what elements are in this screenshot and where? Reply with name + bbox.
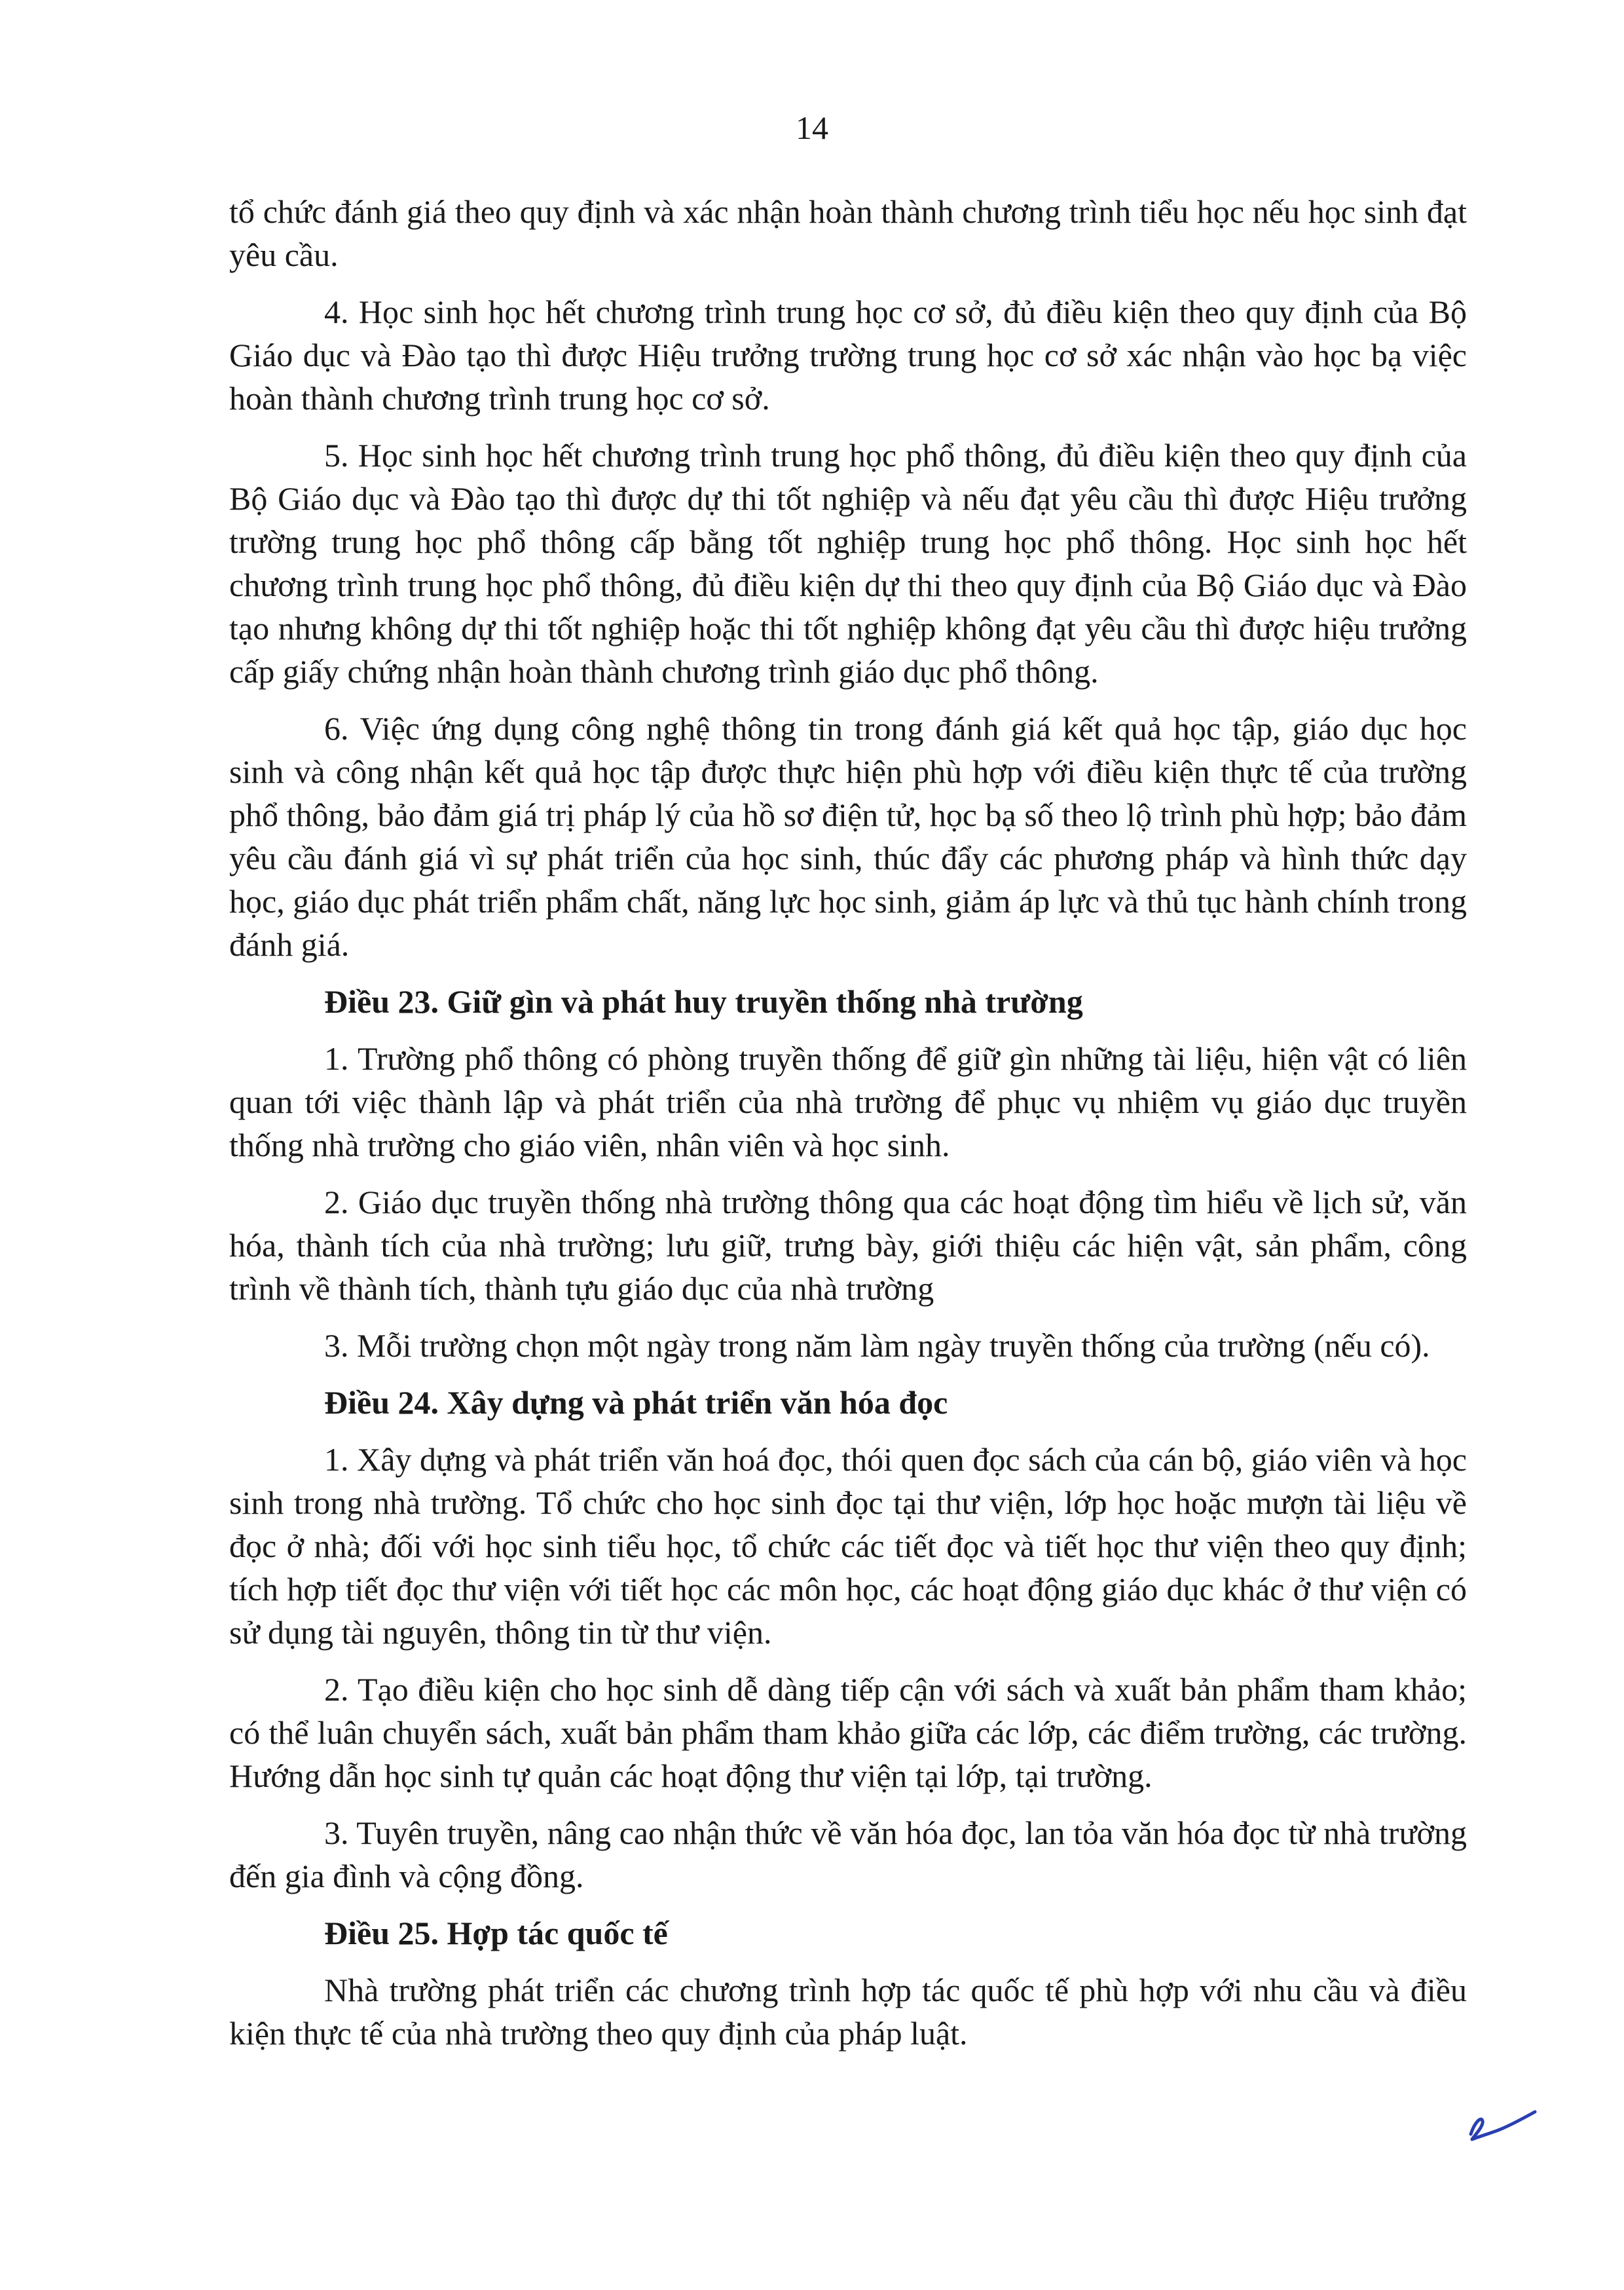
paragraph: 3. Tuyên truyền, nâng cao nhận thức về văn hóa đọc, lan tỏa văn hóa đọc từ nhà trường đến gia đình và cộng đồng. bbox=[229, 1814, 1467, 1894]
paragraph: 1. Xây dựng và phát triển văn hoá đọc, thói quen đọc sách của cán bộ, giáo viên và học sinh trong nhà trường. Tổ chức cho học sinh đọc tại thư viện, lớp học hoặc mượn tài liệu về đọc ở nhà; đối với học sinh tiểu học, tổ chức các tiết đọc và tiết học thư viện theo quy định; tích hợp tiết đọc thư viện với tiết học các môn học, các hoạt động giáo dục khác ở thư viện có sử dụng tài nguyên, thông tin từ thư viện. bbox=[229, 1441, 1467, 1651]
article-heading: Điều 25. Hợp tác quốc tế bbox=[324, 1915, 668, 1951]
initials-signature-mark bbox=[1462, 2096, 1540, 2149]
page-number: 14 bbox=[796, 109, 828, 146]
article-heading: Điều 24. Xây dựng và phát triển văn hóa đọc bbox=[324, 1384, 948, 1421]
paragraph: tổ chức đánh giá theo quy định và xác nhận hoàn thành chương trình tiểu học nếu học sinh đạt yêu cầu. bbox=[229, 193, 1467, 273]
paragraph: 3. Mỗi trường chọn một ngày trong năm làm ngày truyền thống của trường (nếu có). bbox=[324, 1327, 1430, 1364]
paragraph: 4. Học sinh học hết chương trình trung học cơ sở, đủ điều kiện theo quy định của Bộ Giáo dục và Đào tạo thì được Hiệu trưởng trường trung học cơ sở xác nhận vào học bạ việc hoàn thành chương trình trung học cơ sở. bbox=[229, 293, 1467, 417]
paragraph: 2. Giáo dục truyền thống nhà trường thông qua các hoạt động tìm hiểu về lịch sử, văn hóa, thành tích của nhà trường; lưu giữ, trưng bày, giới thiệu các hiện vật, sản phẩm, công trình về thành tích, thành tựu giáo dục của nhà trường bbox=[229, 1184, 1467, 1307]
article-heading: Điều 23. Giữ gìn và phát huy truyền thống nhà trường bbox=[324, 983, 1083, 1020]
paragraph: 5. Học sinh học hết chương trình trung học phổ thông, đủ điều kiện theo quy định của Bộ Giáo dục và Đào tạo thì được dự thi tốt nghiệp và nếu đạt yêu cầu thì được Hiệu trưởng trường trung học phổ thông cấp bằng tốt nghiệp trung học phổ thông. Học sinh học hết chương trình trung học phổ thông, đủ điều kiện dự thi theo quy định của Bộ Giáo dục và Đào tạo nhưng không dự thi tốt nghiệp hoặc thi tốt nghiệp không đạt yêu cầu thì được hiệu trưởng cấp giấy chứng nhận hoàn thành chương trình giáo dục phổ thông. bbox=[229, 437, 1467, 690]
document-body bbox=[229, 190, 1467, 2069]
paragraph: Nhà trường phát triển các chương trình hợp tác quốc tế phù hợp với nhu cầu và điều kiện thực tế của nhà trường theo quy định của pháp luật. bbox=[229, 1972, 1467, 2052]
paragraph: 2. Tạo điều kiện cho học sinh dễ dàng tiếp cận với sách và xuất bản phẩm tham khảo; có thể luân chuyển sách, xuất bản phẩm tham khảo giữa các lớp, các điểm trường, các trường. Hướng dẫn học sinh tự quản các hoạt động thư viện tại lớp, tại trường. bbox=[229, 1671, 1467, 1794]
paragraph: 1. Trường phổ thông có phòng truyền thống để giữ gìn những tài liệu, hiện vật có liên quan tới việc thành lập và phát triển của nhà trường để phục vụ nhiệm vụ giáo dục truyền thống nhà trường cho giáo viên, nhân viên và học sinh. bbox=[229, 1040, 1467, 1163]
paragraph: 6. Việc ứng dụng công nghệ thông tin trong đánh giá kết quả học tập, giáo dục học sinh và công nhận kết quả học tập được thực hiện phù hợp với điều kiện thực tế của trường phổ thông, bảo đảm giá trị pháp lý của hồ sơ điện tử, học bạ số theo lộ trình phù hợp; bảo đảm yêu cầu đánh giá vì sự phát triển của học sinh, thúc đẩy các phương pháp và hình thức dạy học, giáo dục phát triển phẩm chất, năng lực học sinh, giảm áp lực và thủ tục hành chính trong đánh giá. bbox=[229, 710, 1467, 963]
